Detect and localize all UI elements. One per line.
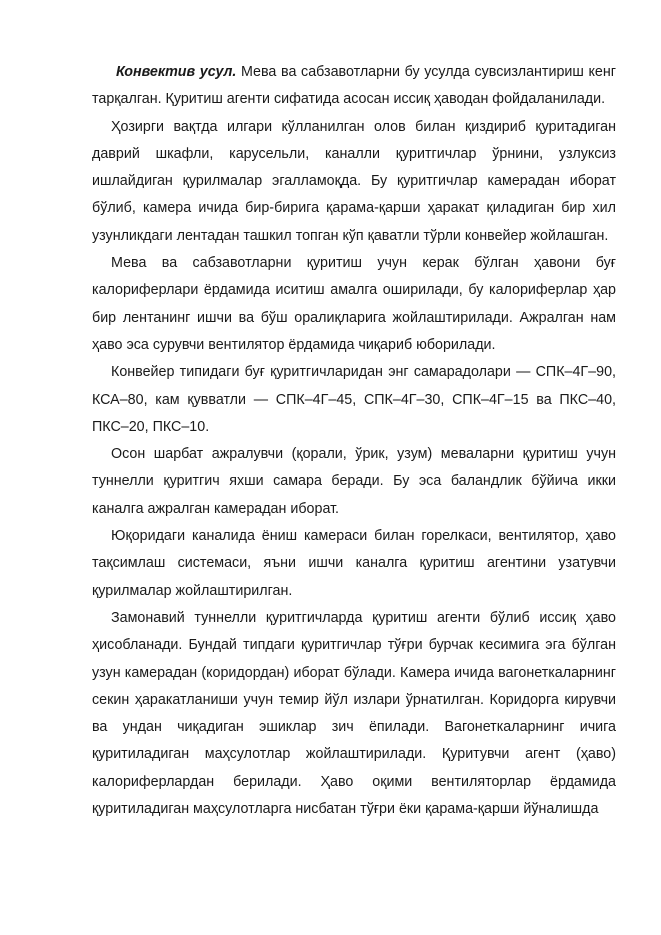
document-page <box>92 59 616 823</box>
paragraph-modern-tunnel: Замонавий туннелли қуритгичларда қуритиш агенти бўлиб иссиқ ҳаво ҳисобланади. Бундай типдаги қуритгичлар тўғри бурчак кесимига эга бўлган узун камерадан (коридордан) иборат бўлади. Камера ичида вагонеткаларнинг секин ҳаракатланиши учун темир йўл излари ўрнатилган. Коридорга кирувчи ва ундан чиқадиган эшиклар зич ёпилади. Вагонеткаларнинг ичига қуритиладиган маҳсулотлар жойлаштирилади. Қуритувчи агент (ҳаво) калориферлардан берилади. Ҳаво оқими вентиляторлар ёрдамида қуритиладиган маҳсулотларга нисбатан тўғри ёки қарама-қарши йўналишда <box>92 609 616 818</box>
paragraph-intro-text: Мева ва сабзавотларни бу усулда сувсизлантириш кенг тарқалган. Қуритиш агенти сифатида асосан иссиқ ҳаводан фойдаланилади. <box>92 64 616 108</box>
paragraph-air-heating: Мева ва сабзавотларни қуритиш учун керак бўлган ҳавони буғ калориферлари ёрдамида иситиш амалга оширилади, бу калориферлар ҳар бир лентанинг ишчи ва бўш оралиқларига жойлаштирилади. Ажралган нам ҳаво эса сурувчи вентилятор ёрдамида чиқариб юборилади. <box>92 255 616 353</box>
paragraph-modern-dryers: Ҳозирги вақтда илгари кўлланилган олов билан қиздириб қуритадиган даврий шкафли, карусельли, каналли қуритгичлар ўрнини, узлуксиз ишлайдиган қурилмалар эгалламоқда. Бу қуритгичлар камерадан иборат бўлиб, камера ичида бир-бирига қарама-қарши ҳаракат қиладиган бир хил узунликдаги лентадан ташкил топган кўп қаватли тўрли конвейер жойлашган. <box>92 118 616 244</box>
paragraph-upper-channel: Юқоридаги каналида ёниш камераси билан горелкаси, вентилятор, ҳаво тақсимлаш системаси, яъни ишчи каналга қуритиш агентини узатувчи қурилмалар жойлаштирилган. <box>92 528 616 599</box>
term-convective-method: Конвектив усул. <box>116 64 237 80</box>
paragraph-conveyor-types: Конвейер типидаги буғ қуритгичларидан энг самарадолари — СПК–4Г–90, КСА–80, кам қувватли — СПК–4Г–45, СПК–4Г–30, СПК–4Г–15 ва ПКС–40, ПКС–20, ПКС–10. <box>92 364 616 435</box>
paragraph-tunnel-dryer: Осон шарбат ажралувчи (қорали, ўрик, узум) меваларни қуритиш учун туннелли қуритгич яхши самара беради. Бу эса баландлик бўйича икки каналга ажралган камерадан иборат. <box>92 446 616 517</box>
paragraph-intro <box>92 59 616 114</box>
